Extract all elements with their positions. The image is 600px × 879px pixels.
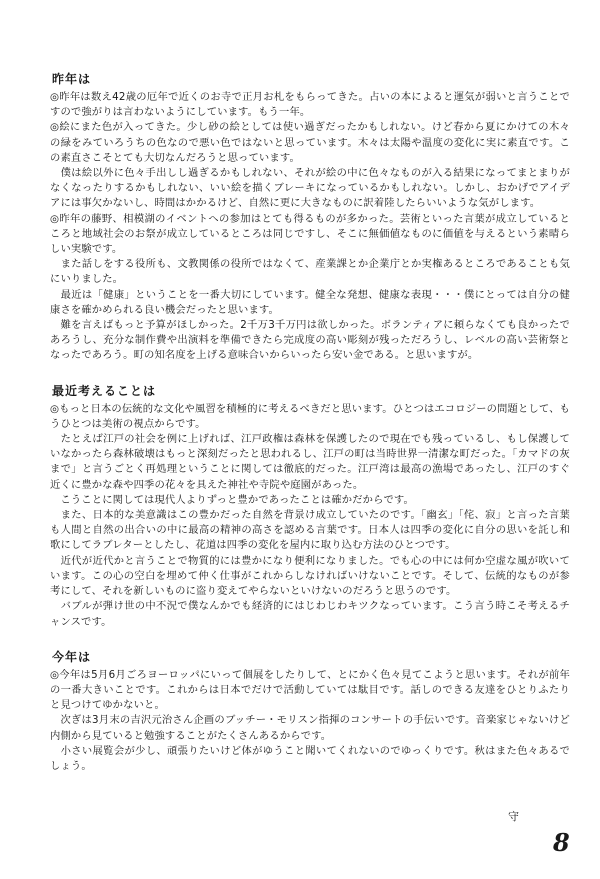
section-this-year — [50, 648, 570, 774]
paragraph: ◎昨年は数え42歳の厄年で近くのお寺で正月お札をもらってきた。占いの本によると運気が弱いと言うことですので強がりは言わないようにしています。もう一年。 — [50, 91, 570, 119]
paragraph: ◎絵にまた色が入ってきた。少し砂の絵としては使い過ぎだったかもしれない。けど春から夏にかけての木々の緑をみていろうちの色なので悪い色ではないと思っています。木々は太陽や温度の変化に実に素直です。この素直さこそとても大切なんだろうと思っています。 — [50, 121, 570, 164]
page-number: 8 — [553, 828, 570, 857]
paragraph: 次ぎは3月末の吉沢元治さん企画のブッチー・モリスン指揮のコンサートの手伝いです。音楽家じゃないけど内側から見ていると勉強することがたくさんあるからです。 — [50, 714, 570, 742]
author-signature: 守 — [508, 810, 519, 823]
paragraph: また話しをする役所も、文教関係の役所ではなくて、産業課とか企業庁とか実権あるところであることも気にいりました。 — [50, 258, 570, 286]
paragraph: バブルが弾け世の中不況で僕なんかでも経済的にはじわじわキツクなっています。こう言う時こそ考えるチャンスです。 — [50, 600, 570, 628]
paragraph: こうことに関しては現代人よりずっと豊かであったことは確かだからです。 — [50, 493, 414, 506]
document-body — [50, 70, 570, 792]
paragraph: 近代が近代かと言うことで物質的には豊かになり便利になりました。でも心の中には何か空虚な風が吹いています。この心の空白を埋めて仲く仕事がこれからしなければいけないことです。そして、伝統的なものが参考にして、それを新しいものに盗り変えてやらないといけないのだろうと思うのです。 — [50, 554, 570, 598]
paragraph: ◎昨年の藤野、相模湖のイベントへの参加はとても得るものが多かった。芸術といった言葉が成立しているところと地域社会のお祭が成立しているところは同じですし、そこに無価値なものに価値を与えるという素晴らしい実験です。 — [50, 212, 570, 256]
section-heading: 今年は — [52, 649, 92, 664]
section-heading: 昨年は — [52, 72, 92, 86]
paragraph: 難を言えばもっと予算がほしかった。2千万3千万円は欲しかった。ボランティアに頼らなくても良かったであろうし、充分な制作費や出演料を準備できたら完成度の高い彫刻が残っただろうし、レベルの高い芸術祭となったであろう。町の知名度を上げる意味合いからいったら安い金である。と思いますが。 — [50, 319, 570, 362]
paragraph: たとえば江戸の社会を例に上げれば、江戸政権は森林を保護したので現在でも残っているし、もし保護していなかったら森林破壊はもっと深刻だったと思われるし、江戸の町は当時世界一清潔な町だった。「カマドの灰まで」と言うごとく再処理ということに関しては徹底的だった。江戸湾は最高の漁場であったし、江戸のすぐ近くに豊かな森や四季の花々を具えた神社や寺院や庭園があった。 — [50, 433, 570, 491]
section-heading: 最近考えることは — [52, 383, 157, 398]
section-recent-thoughts — [50, 382, 570, 630]
paragraph: また、日本的な美意識はこの豊かだった自然を背景け成立していたのです。「幽玄」「侘、寂」と言った言葉も人間と自然の出合いの中に最高の精神の高さを認める言葉です。日本人は四季の変化に自分の思いを託し和歌にしてラブレターとしたし、花道は四季の変化を屋内に取り込む方法のひとつです。 — [50, 509, 570, 552]
paragraph: ◎今年は5月6月ごろヨーロッパにいって個展をしたりして、とにかく色々見てこようと思います。それが前年の一番大きいことです。これからは日本でだけで活動していては駄目です。話しのできる友達をひとりふたりと見つけてゆかないと。 — [50, 668, 570, 712]
paragraph: ◎もっと日本の伝統的な文化や風習を積極的に考えるべきだと思います。ひとつはエコロジーの問題として、もうひとつは美術の視点からです。 — [50, 402, 570, 430]
section-last-year — [50, 70, 570, 364]
paragraph: 僕は絵以外に色々手出しし過ぎるかもしれない、それが絵の中に色々なものが入る結果になってまとまりがなくなったりするかもしれない、いい絵を描くブレーキになっているかもしれない。しかし、おかげでアイデアには事欠かないし、時間はかかるけど、自然に更に大きなものに訳着陸したらいいような気がします。 — [50, 167, 570, 210]
paragraph: 最近は「健康」ということを一番大切にしています。健全な発想、健康な表現・・・僕にとっては自分の健康さを確かめられる良い機会だったと思います。 — [50, 288, 570, 316]
paragraph: 小さい展覧会が少し、頑張りたいけど体がゆうこと聞いてくれないのでゆっくりです。秋はまた色々あるでしょう。 — [50, 744, 570, 772]
